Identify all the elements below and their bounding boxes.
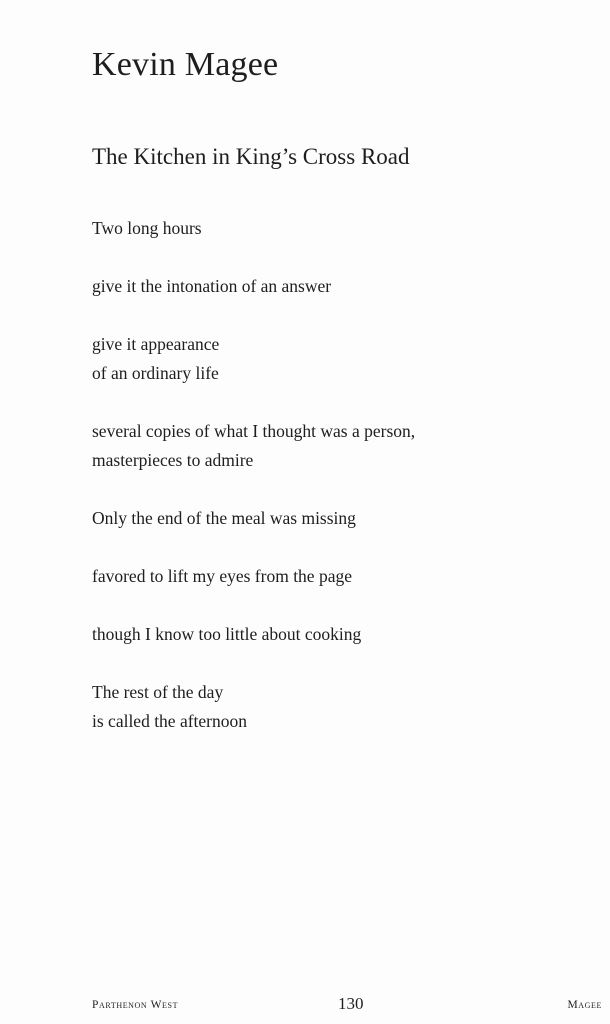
poem-body	[92, 214, 572, 765]
poem-line: several copies of what I thought was a person,	[92, 421, 416, 441]
stanza	[92, 330, 572, 388]
poem-line: masterpieces to admire	[92, 450, 254, 470]
poem-line: favored to lift my eyes from the page	[92, 566, 352, 586]
stanza	[92, 620, 572, 649]
poem-line: is called the afternoon	[92, 711, 248, 731]
poem-line: Only the end of the meal was missing	[92, 508, 356, 528]
poem-line: Two long hours	[92, 218, 202, 238]
stanza	[92, 678, 572, 736]
stanza	[92, 214, 572, 243]
page-footer	[0, 994, 610, 1018]
stanza	[92, 562, 572, 591]
poem-line: though I know too little about cooking	[92, 624, 362, 644]
poem-line: give it appearance	[92, 334, 220, 354]
stanza	[92, 272, 572, 301]
running-author: Magee	[567, 999, 602, 1011]
poem-line: of an ordinary life	[92, 363, 219, 383]
poem-line: The rest of the day	[92, 682, 224, 702]
author-name: Kevin Magee	[92, 46, 279, 83]
page-number: 130	[338, 994, 364, 1013]
poem-line: give it the intonation of an answer	[92, 276, 332, 296]
poem-title: The Kitchen in King’s Cross Road	[92, 144, 410, 169]
publication-name: Parthenon West	[92, 999, 179, 1011]
stanza	[92, 417, 572, 475]
stanza	[92, 504, 572, 533]
